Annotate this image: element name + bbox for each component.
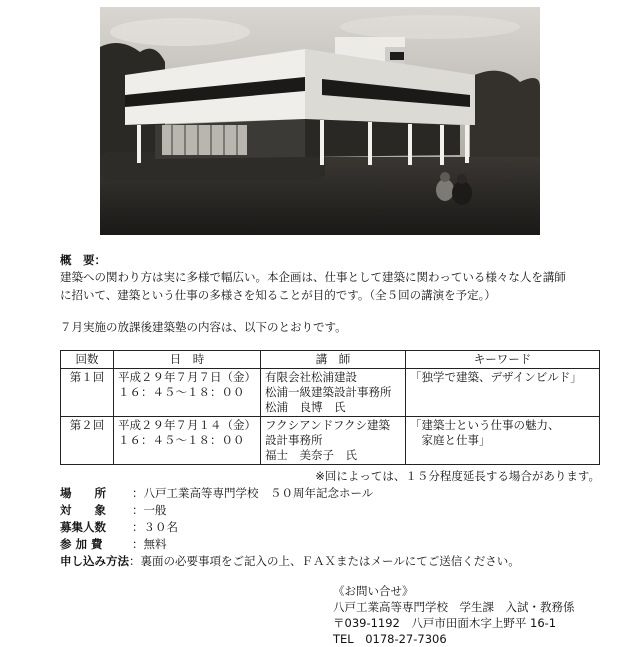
session-keyword xyxy=(406,417,600,465)
schedule-table xyxy=(60,350,600,465)
info-application xyxy=(60,554,520,569)
keyword-line: 家庭と仕事」 xyxy=(410,433,491,447)
info-value: ：裏面の必要事項をご記入の上、ＦＡＸまたはメールにてご送信ください。 xyxy=(129,554,520,568)
header-keyword: キーワード xyxy=(406,351,600,369)
overview-paragraph-line-2: に招いて、建築という仕事の多様さを知ることが目的です。（全５回の講演を予定。） xyxy=(60,288,496,302)
schedule-note: ※回によっては、１５分程度延長する場合があります。 xyxy=(315,469,600,483)
table-row xyxy=(61,369,600,417)
header-datetime: 日 時 xyxy=(114,351,261,369)
contact-title: 《お問い合せ》 xyxy=(333,584,414,598)
info-audience xyxy=(60,503,167,518)
session-keyword xyxy=(406,369,600,417)
villa-photo xyxy=(100,7,540,235)
overview-heading: 概 要： xyxy=(60,253,106,267)
session-number: 第２回 xyxy=(61,417,114,465)
info-label: 募集人数 xyxy=(60,520,106,534)
keyword-line: 「独学で建築、デザインビルド」 xyxy=(410,370,582,384)
overview-paragraph-2: ７月実施の放課後建築塾の内容は、以下のとおりです。 xyxy=(60,320,347,334)
lecturer-line: 松浦 良博 氏 xyxy=(265,400,346,414)
session-date: 平成２９年７月７日（金） xyxy=(118,370,256,384)
info-label: 申し込み方法 xyxy=(60,554,129,568)
info-value: ：八戸工業高等専門学校 ５０周年記念ホール xyxy=(132,486,374,500)
session-time: １６：４５～１８：００ xyxy=(118,433,245,447)
info-label: 対 象 xyxy=(60,503,106,517)
info-venue xyxy=(60,486,373,501)
session-number: 第１回 xyxy=(61,369,114,417)
table-row xyxy=(61,417,600,465)
session-datetime xyxy=(114,417,261,465)
lecturer-line: 設計事務所 xyxy=(265,433,323,447)
schedule-header-row xyxy=(61,351,600,369)
header-number: 回数 xyxy=(61,351,114,369)
info-value: ：無料 xyxy=(132,537,167,551)
session-date: 平成２９年７月１４（金） xyxy=(118,418,256,432)
keyword-line: 「建築士という仕事の魅力、 xyxy=(410,418,560,432)
contact-line-3: TEL 0178-27-7306 xyxy=(333,632,447,646)
contact-line-2: 〒039-1192 八戸市田面木字上野平 16-1 xyxy=(333,616,557,630)
info-value: ：３０名 xyxy=(132,520,178,534)
contact-line-1: 八戸工業高等専門学校 学生課 入試・教務係 xyxy=(333,600,575,614)
session-lecturer xyxy=(261,417,406,465)
session-datetime xyxy=(114,369,261,417)
info-value: ：一般 xyxy=(132,503,167,517)
lecturer-line: 松浦一級建築設計事務所 xyxy=(265,385,392,399)
overview-paragraph-line-1: 建築への関わり方は実に多様で幅広い。本企画は、仕事として建築に関わっている様々な人を講師 xyxy=(60,270,566,284)
session-time: １６：４５～１８：００ xyxy=(118,385,245,399)
info-capacity xyxy=(60,520,178,535)
info-label: 場 所 xyxy=(60,486,106,500)
session-lecturer xyxy=(261,369,406,417)
lecturer-line: フクシアンドフクシ建築 xyxy=(265,418,391,432)
info-label: 参 加 費 xyxy=(60,537,103,551)
lecturer-line: 有限会社松浦建設 xyxy=(265,370,357,384)
header-lecturer: 講 師 xyxy=(261,351,406,369)
lecturer-line: 福士 美奈子 氏 xyxy=(265,448,357,462)
info-fee xyxy=(60,537,167,552)
